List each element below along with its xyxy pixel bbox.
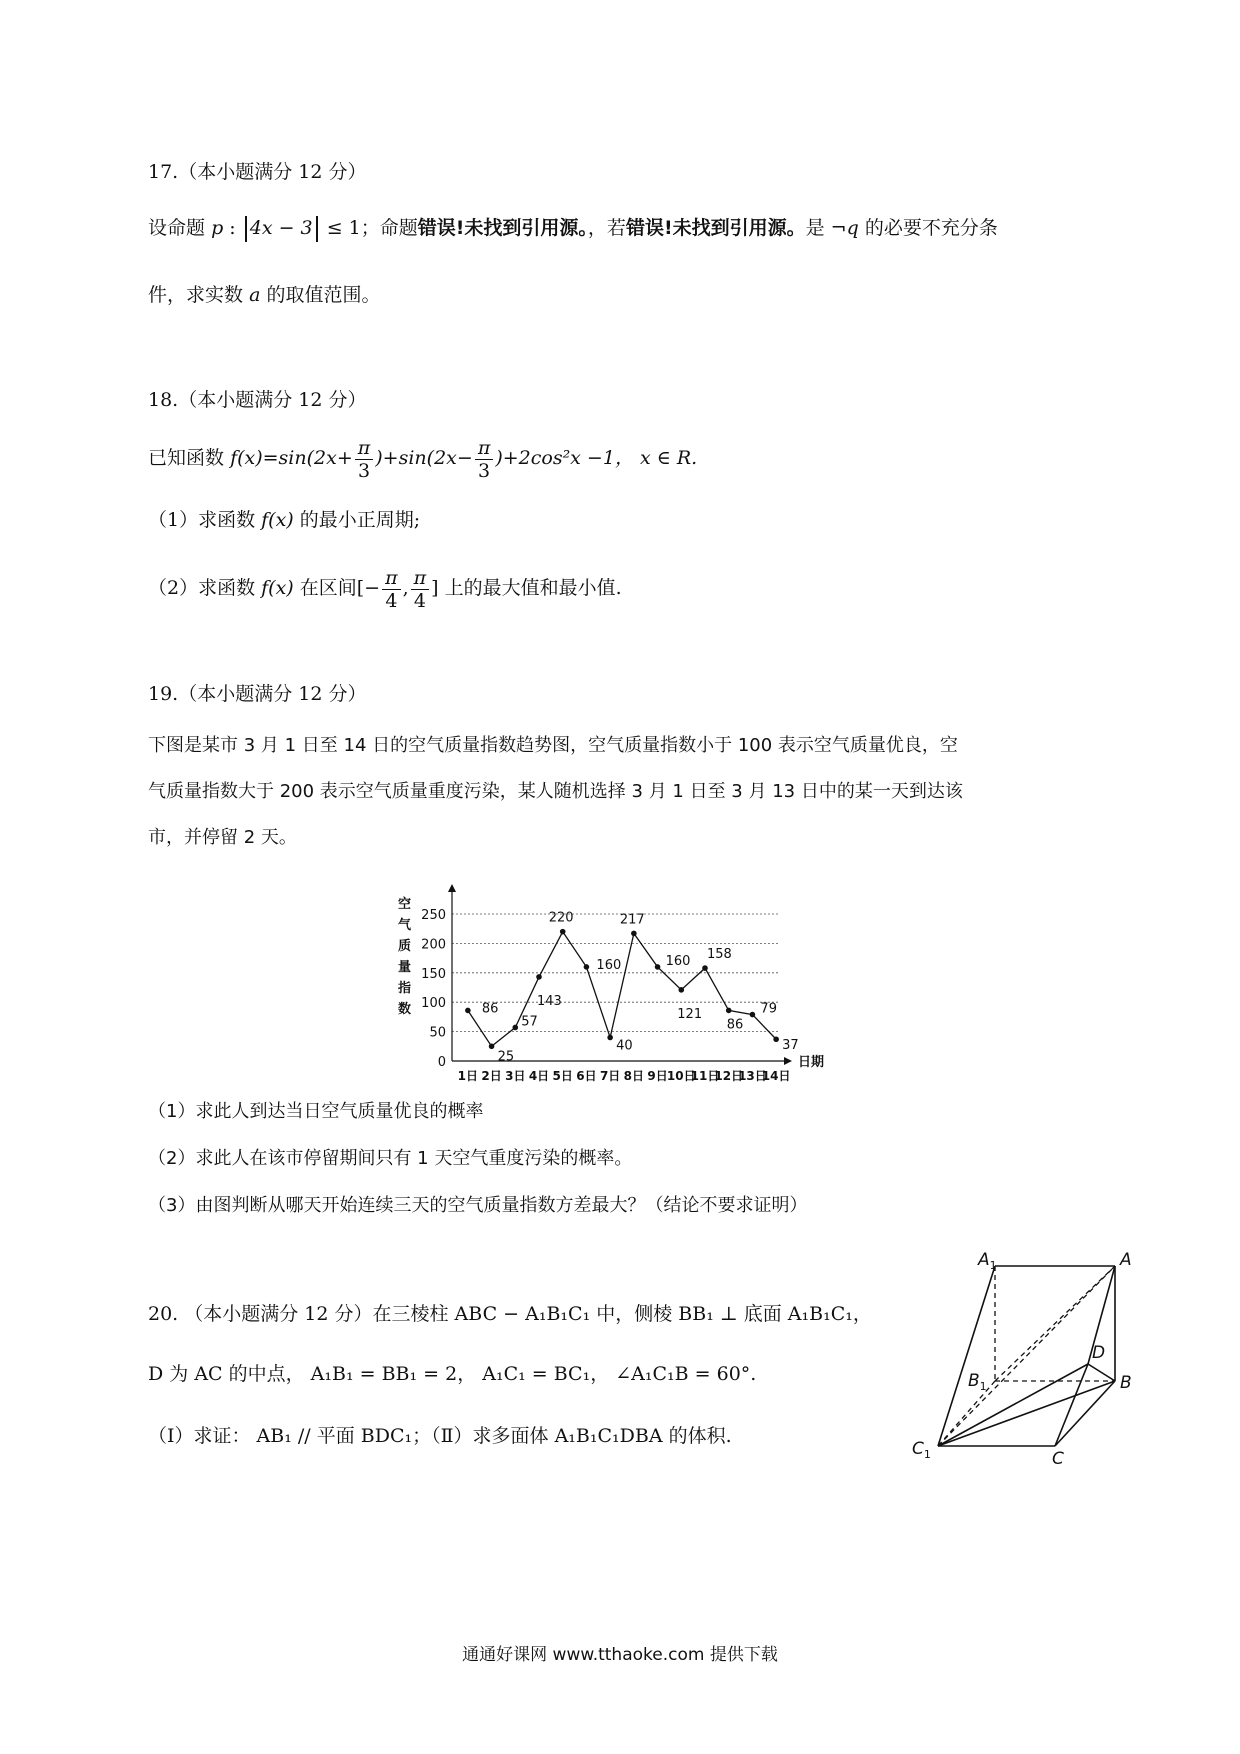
q17-abs-inner: 4x − 3 [249,217,313,239]
q20-line1: 20. （本小题满分 12 分）在三棱柱 ABC − A₁B₁C₁ 中，侧棱 BB₁ ⊥ 底面 A₁B₁C₁， [148,1303,872,1325]
data-label: 40 [616,1038,633,1054]
data-point [631,931,637,937]
q17-colon: : [229,217,236,239]
q17-le: ≤ 1；命题 [326,217,418,239]
aqi-line-chart [390,868,860,1088]
data-label: 79 [760,1001,777,1017]
abs-bar-left [245,216,247,242]
edge-c-b [1055,1381,1115,1446]
label-a: A [1120,1250,1132,1270]
x-tick-label: 10日 [666,1069,696,1083]
x-tick-label: 9日 [647,1069,668,1083]
q18-function-line [148,430,697,486]
data-label: 160 [665,953,691,969]
q17-line2-tail: 的取值范围。 [266,284,381,306]
data-label: 57 [521,1014,538,1030]
q18-comma: , [402,577,409,599]
y-axis-label-char: 气 [398,918,412,933]
x-tick-label: 13日 [738,1069,767,1083]
data-point [773,1036,779,1042]
data-point [560,929,566,935]
x-tick-label: 4日 [528,1069,550,1083]
q18-part2 [148,560,622,616]
label-b1: $B_1$ [968,1371,987,1393]
data-point [678,987,684,993]
data-label: 143 [537,993,562,1009]
q19-part1: （1）求此人到达当日空气质量优良的概率 [148,1101,484,1122]
q17-tail2: 的必要不充分条 [864,217,998,239]
x-tick-label: 6日 [576,1069,597,1083]
q19-part2: （2）求此人在该市停留期间只有 1 天空气重度污染的概率。 [148,1148,633,1169]
q17-line2-text: 件，求实数 [148,284,244,306]
q18-fx-2: f(x) [261,577,294,599]
data-point [489,1044,495,1050]
edge-b1-a [995,1266,1115,1381]
page-footer: 通通好课网 www.tthaoke.com 提供下载 [462,1645,778,1665]
q18-part2-mid: 在区间[− [299,577,381,599]
q18-heading: 18.（本小题满分 12 分） [148,389,367,411]
q18-part2-pre: （2）求函数 [148,577,256,599]
frac-den: 4 [385,589,398,612]
data-label: 121 [677,1006,703,1022]
y-axis-label-char: 空 [398,897,412,912]
data-point [536,974,542,980]
q18-f-part3: )+2cos²x −1， [495,447,634,469]
y-tick-label: 0 [437,1055,446,1070]
q17-mid: ，若 [587,217,626,239]
q19-para3: 市，并停留 2 天。 [148,827,297,848]
data-point [726,1008,732,1014]
x-tick-label: 14日 [761,1069,791,1083]
frac-den: 4 [413,589,426,612]
q18-f-part2: )+sin(2x− [375,447,473,469]
q17-intro: 设命题 [148,217,206,239]
data-point [607,1035,613,1041]
q19-heading: 19.（本小题满分 12 分） [148,683,367,705]
q18-fx: f(x) [261,509,294,531]
edge-d-c [1055,1364,1088,1446]
frac-num: π [382,567,401,590]
prism-diagram [900,1248,1140,1469]
q19-para2: 气质量指数大于 200 表示空气质量重度污染，某人随机选择 3 月 1 日至 3 月 13 日中的某一天到达该 [148,781,963,802]
data-point [702,965,708,971]
q17-neg-q: ¬q [830,217,859,239]
q20-line2: D 为 AC 的中点， A₁B₁ = BB₁ = 2， A₁C₁ = BC₁， ∠A₁C₁B = 60°. [148,1363,757,1385]
x-axis-arrow [784,1057,792,1065]
data-point [584,964,590,970]
y-tick-label: 50 [429,1025,446,1041]
y-tick-label: 200 [421,937,446,953]
y-tick-label: 100 [421,996,446,1012]
data-label: 160 [596,957,622,973]
data-label: 220 [548,910,574,926]
y-axis-arrow [448,884,456,892]
pi-over-3-a [355,437,374,482]
edge-c1-a [938,1266,1115,1446]
q18-domain: x ∈ R. [640,447,698,469]
label-d: D [1092,1343,1106,1363]
frac-num: π [355,437,374,460]
q18-f-part1: f(x)=sin(2x+ [230,447,353,469]
x-tick-label: 1日 [457,1069,479,1083]
q19-para1: 下图是某市 3 月 1 日至 14 日的空气质量指数趋势图，空气质量指数小于 100 表示空气质量优良，空 [148,735,958,756]
q17-error2: 错误!未找到引用源。 [625,217,806,239]
label-a1: $A_1$ [978,1250,997,1272]
q18-part1-post: 的最小正周期; [299,509,421,531]
y-axis-label-char: 质 [398,939,412,954]
q18-part1-pre: （1）求函数 [148,509,256,531]
q17-heading: 17.（本小题满分 12 分） [148,161,367,183]
x-axis-label: 日期 [798,1055,825,1070]
edge-c1-b [938,1381,1115,1446]
frac-num: π [411,567,430,590]
q17-error1: 错误!未找到引用源。 [417,217,588,239]
x-tick-label: 8日 [623,1069,645,1083]
x-tick-label: 5日 [552,1069,573,1083]
frac-den: 3 [357,459,371,482]
label-c1: $C_1$ [912,1439,931,1461]
y-axis-label-char: 指 [398,981,412,996]
data-point [655,964,661,970]
data-point [465,1008,471,1014]
label-b: B [1120,1373,1132,1393]
x-tick-label: 2日 [481,1069,502,1083]
q17-p-var: p [211,217,224,239]
data-label: 158 [707,947,732,963]
x-tick-label: 3日 [505,1069,526,1083]
y-axis-label-char: 量 [398,960,412,975]
y-axis-label-char: 数 [398,1002,412,1017]
data-label: 86 [726,1017,744,1033]
frac-num: π [475,437,494,460]
data-label: 37 [782,1038,799,1054]
x-tick-label: 7日 [599,1069,621,1083]
abs-bar-right [316,216,318,242]
q17-a-var: a [249,284,261,306]
q20-line3: （Ⅰ）求证： AB₁ // 平面 BDC₁；（Ⅱ）求多面体 A₁B₁C₁DBA 的体积. [148,1425,732,1447]
x-tick-label: 12日 [714,1069,744,1083]
data-point [512,1025,518,1031]
pi-over-3-b [475,437,494,482]
data-point [750,1012,756,1018]
data-label: 86 [481,1001,499,1017]
q18-intro: 已知函数 [148,447,225,469]
x-tick-label: 11日 [690,1069,720,1083]
y-tick-label: 150 [421,966,446,982]
frac-den: 3 [478,459,491,482]
label-c: C [1052,1449,1064,1469]
q17-line2 [148,283,380,307]
pi-over-4-b [411,567,430,612]
q19-part3: （3）由图判断从哪天开始连续三天的空气质量指数方差最大？（结论不要求证明） [148,1195,808,1216]
q18-part2-post: ] 上的最大值和最小值. [431,577,622,599]
q18-part1 [148,508,420,532]
pi-over-4-a [382,567,401,612]
q17-line1 [148,216,998,242]
data-label: 25 [497,1049,515,1065]
q17-tail: 是 [805,217,825,239]
y-tick-label: 250 [421,908,446,923]
edge-d-b [1088,1364,1115,1381]
data-label: 217 [619,912,645,928]
